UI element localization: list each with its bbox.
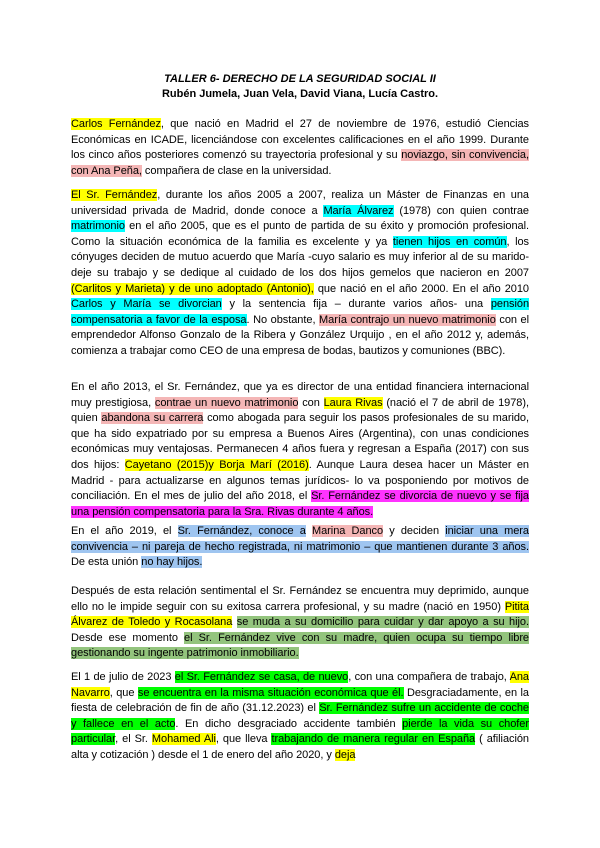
text-span: con el emprendedor Alfonso Gonzalo de la Ribera y González Urquijo , en el año 2012 y, además, comienza a trabajar como CEO de una empresa de bodas, bautizos y comuniones (BBC). [71,313,530,357]
text-span: . En dicho desgraciado accidente también [175,717,403,730]
highlight: Sr. Fernández, conoce a [177,525,306,537]
highlight: deja [334,748,356,761]
highlight: Ana Navarro [71,671,529,699]
highlight: (Carlitos y Marieta) y de uno adoptado (Antonio), [71,282,314,295]
highlight: Marina Danco [312,525,384,537]
highlight: El Sr. Fernández [71,189,158,201]
highlight: Laura Rivas [323,396,383,409]
paragraph-1 [71,117,529,179]
text-span: En el año 2013, el Sr. Fernández, que ya es director de una entidad financiera internacional muy prestigiosa, [71,381,529,409]
text-span: Después de esta relación sentimental el Sr. Fernández se encuentra muy deprimido, aunque ello no le impide seguir con su exitosa carrera profesional, y su madre (nació en 1950) [71,585,529,613]
text-span: . Aunque Laura desea hacer un Máster en Madrid - para actualizarse en algunos temas jurídicos- lo va posponiendo por motivos de conciliación. En el mes de julio del año 2018, el [71,458,530,503]
highlight: Sr. Fernández se divorcia de nuevo y se fija una pensión compensatoria para la Sra. Rivas durante 4 años. [71,490,529,518]
highlight: trabajando de manera regular en España [271,733,476,746]
text-span: (nació el 7 de abril de 1978), quien [71,396,529,425]
text-span: que nació en el año 2000. En el año 2010 [313,282,529,295]
paragraph-4 [71,524,529,571]
highlight: matrimonio [71,220,125,233]
paragraph-3 [71,380,529,520]
highlight: Cayetano (2015)y Borja Marí (2016) [124,458,309,471]
highlight: pensión compensatoria a favor de la esposa [71,298,530,326]
highlight: pierde la vida su chofer particular [71,717,529,746]
highlight: noviazgo, sin convivencia, con Ana Peña, [71,149,529,177]
text-span: De esta unión [71,556,142,569]
text-span: , que nació en Madrid el 27 de noviembre de 1976, estudió Ciencias Económicas en ICADE, licenciándose con excelentes calificaciones en el año 1999. Durante los cinco años posteriores comenzó su trayectoria profesional y su [71,118,530,162]
highlight: Carlos y María se divorcian [71,298,222,311]
text-span: , con una compañera de trabajo, [348,671,510,683]
highlight: María Álvarez [323,204,394,217]
text-span: . No obstante, [246,313,320,326]
text-span: , durante los años 2005 a 2007, realiza un Máster de Finanzas en una universidad privada de Madrid, donde conoce a [71,189,529,217]
text-span: , que lleva [215,733,272,746]
text-span: El 1 de julio de 2023 [71,671,175,683]
paragraph-6 [71,670,529,764]
highlight: se encuentra en la misma situación económica que él. [137,686,404,699]
highlight: Carlos Fernández [71,118,161,130]
highlight: Mohamed Ali [151,733,216,746]
document-authors: Rubén Jumela, Juan Vela, David Viana, Lucía Castro. [161,88,439,100]
highlight: María contrajo un nuevo matrimonio [319,313,496,326]
text-span: , el Sr. [115,733,152,746]
text-span: con [298,396,324,409]
highlight: tienen hijos en común [392,235,507,248]
paragraph-5 [71,584,529,662]
highlight: el Sr. Fernández vive con su madre, quien ocupa su tiempo libre gestionando su ingente patrimonio inmobiliario. [71,631,529,660]
text-span: y la sentencia fija – durante varios años- una [221,298,491,311]
highlight: se muda a su domicilio para cuidar y dar apoyo a su hijo. [236,616,529,629]
document-title: TALLER 6- DERECHO DE LA SEGURIDAD SOCIAL II [164,73,436,85]
highlight: Pitita Álvarez de Toledo y Rocasolana [71,600,529,629]
highlight: Sr. Fernández sufre un accidente de coche y fallece en el acto [71,702,529,730]
text-span: , los cónyuges deciden de mutuo acuerdo que María -cuyo salario es muy inferior al de su marido- deje su trabajo y se dedique al cuidado de los dos hijos gemelos que nacieron en 2007 [71,235,529,279]
highlight: no hay hijos. [141,556,203,569]
text-span: compañera de clase en la universidad. [141,164,332,177]
text-span: En el año 2019, el [71,525,178,537]
text-span: (1978) con quien contrae [393,204,529,217]
highlight: iniciar una mera convivencia – ni pareja de hecho registrada, ni matrimonio – que mantienen durante 3 años. [71,525,529,553]
paragraph-2 [71,188,529,360]
text-span: Desde ese momento [71,631,185,644]
text-span: ( afiliación alta y cotización ) desde el 1 de enero del año 2020, y [71,733,529,761]
text-span: como abogada para seguir los pasos profesionales de su marido, que ha sido expatriado por su empresa a Buenos Aires (Argentina), con unas condiciones económicas muy ventajosas. Permanecen 4 años fuera y regresan a España (2017) con sus dos hijos: [71,412,529,471]
highlight: contrae un nuevo matrimonio [154,396,299,409]
text-span: en el año 2005, que es el punto de partida de su éxito y promoción profesional. Como la situación económica de la familia es excelente y ya [71,220,529,248]
highlight: el Sr. Fernández se casa, de nuevo [174,671,349,683]
highlight: abandona su carrera [101,412,204,425]
text-span: y deciden [383,525,446,537]
text-span: , que [109,686,138,699]
text-span: Desgraciadamente, en la fiesta de celebración de fin de año (31.12.2023) el [71,686,529,715]
